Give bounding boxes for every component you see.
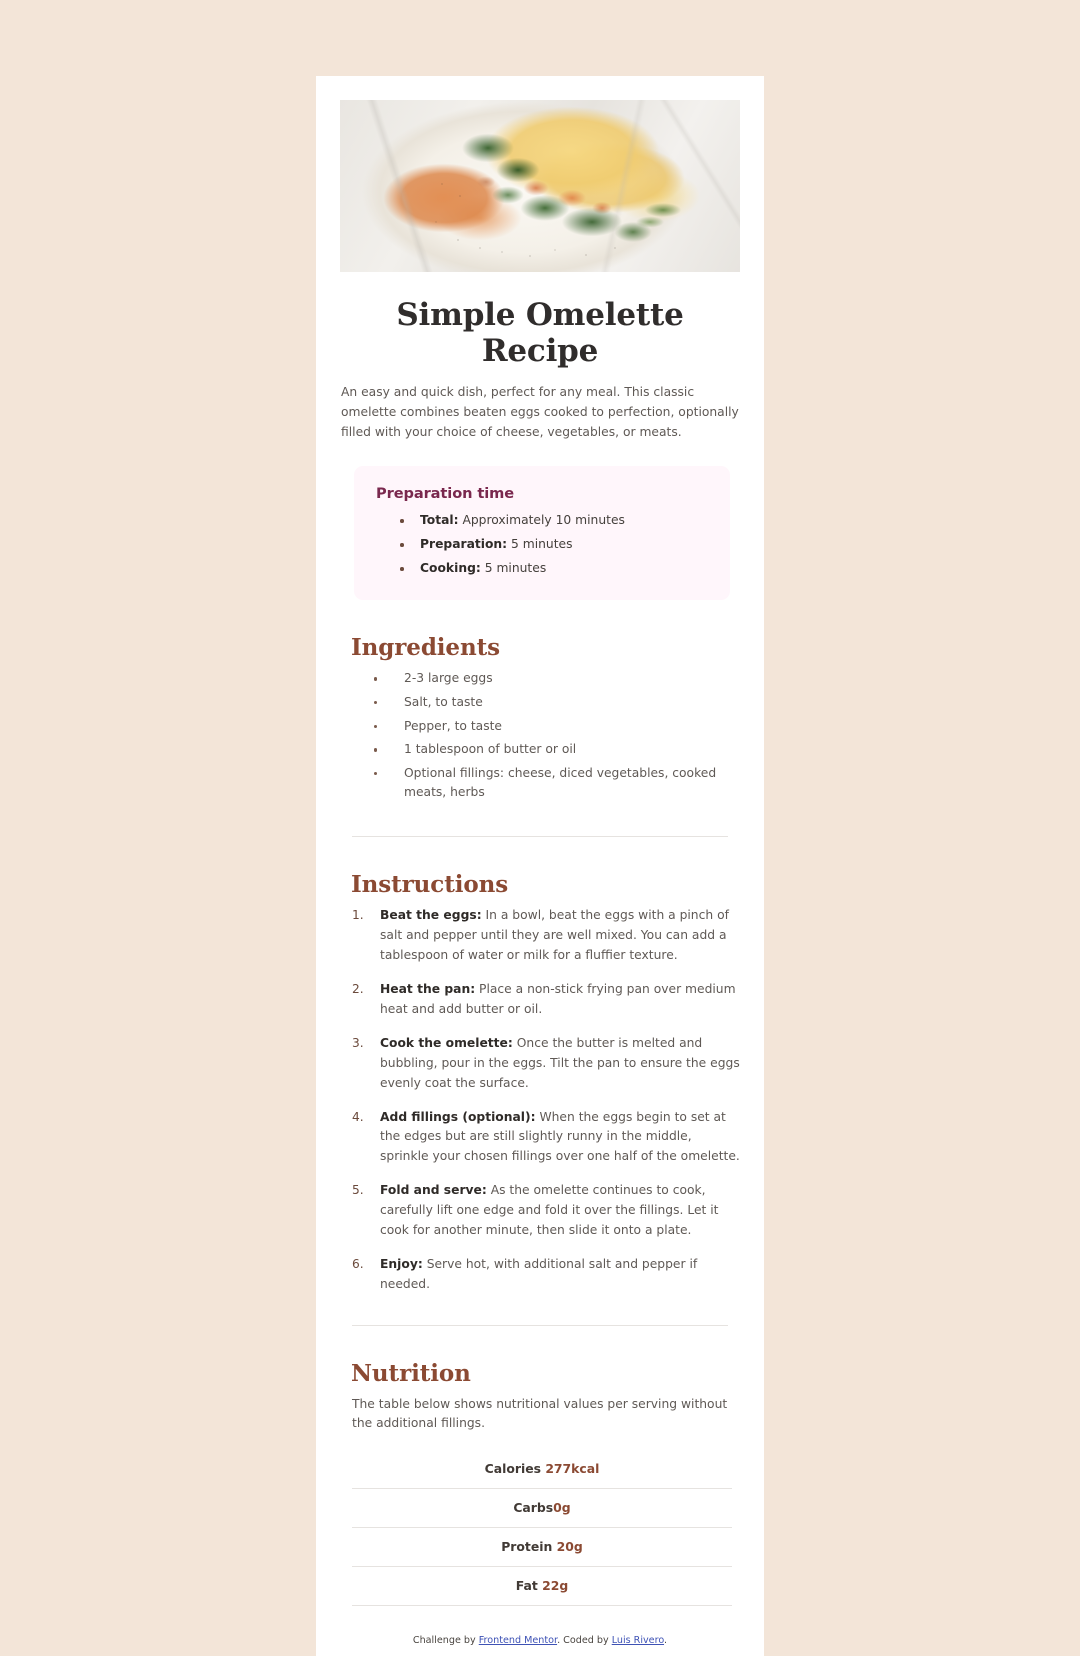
instructions-heading: Instructions <box>351 871 509 899</box>
nutrition-value: 20g <box>556 1539 583 1555</box>
section-divider <box>352 836 728 837</box>
attribution-middle: . Coded by <box>557 1635 612 1647</box>
ingredients-list <box>340 669 740 801</box>
list-item: Salt, to taste <box>352 693 740 712</box>
recipe-hero-image <box>340 100 740 272</box>
preparation-time-list <box>376 511 708 578</box>
nutrition-value: 22g <box>542 1578 569 1594</box>
prep-item-value: Approximately 10 minutes <box>462 513 625 527</box>
list-item <box>398 535 708 554</box>
preparation-time-panel <box>354 466 730 600</box>
nutrition-cell <box>352 1528 732 1567</box>
table-row <box>352 1489 732 1528</box>
preparation-time-heading: Preparation time <box>376 485 515 502</box>
nutrition-section <box>340 1360 740 1606</box>
instructions-list <box>340 906 740 1295</box>
prep-item-value: 5 minutes <box>484 561 547 576</box>
instruction-text: Place a non-stick frying pan over medium heat and add butter or oil. <box>380 981 736 1016</box>
nutrition-table <box>352 1450 732 1606</box>
list-item: Pepper, to taste <box>352 717 740 736</box>
prep-item-value: 5 minutes <box>511 537 573 552</box>
nutrition-value: 0g <box>553 1500 571 1516</box>
instruction-label: Cook the omelette: <box>380 1035 513 1050</box>
frontend-mentor-link[interactable]: Frontend Mentor <box>478 1635 558 1647</box>
attribution-suffix: . <box>664 1635 668 1647</box>
nutrition-label: Carbs <box>513 1500 554 1516</box>
prep-item-label: Preparation: <box>420 537 508 552</box>
list-item <box>398 511 708 530</box>
table-row <box>352 1450 732 1489</box>
nutrition-label: Calories <box>484 1461 541 1477</box>
instruction-text: When the eggs begin to set at the edges but are still slightly runny in the middle, sprinkle your chosen fillings over one half of the omelette. <box>380 1109 740 1164</box>
nutrition-label: Protein <box>501 1539 553 1555</box>
section-divider <box>352 1325 728 1326</box>
nutrition-description: The table below shows nutritional values per serving without the additional fillings. <box>352 1396 728 1431</box>
instruction-text: Once the butter is melted and bubbling, pour in the eggs. Tilt the pan to ensure the eggs evenly coat the surface. <box>380 1035 740 1090</box>
attribution-prefix: Challenge by <box>412 1635 479 1647</box>
list-item <box>352 1255 740 1295</box>
instruction-label: Add fillings (optional): <box>380 1109 536 1124</box>
omelette-photo <box>340 100 740 272</box>
list-item <box>352 906 740 966</box>
nutrition-label: Fat <box>515 1578 538 1594</box>
instruction-text: As the omelette continues to cook, carefully lift one edge and fold it over the fillings. Let it cook for another minute, then slide it onto a plate. <box>380 1183 719 1238</box>
instruction-label: Fold and serve: <box>380 1183 487 1198</box>
instruction-text: In a bowl, beat the eggs with a pinch of salt and pepper until they are well mixed. You can add a tablespoon of water or milk for a fluffier texture. <box>380 908 729 963</box>
nutrition-heading: Nutrition <box>351 1359 471 1387</box>
nutrition-value: 277kcal <box>545 1461 600 1477</box>
list-item <box>352 1034 740 1094</box>
instruction-text: Serve hot, with additional salt and pepper if needed. <box>380 1256 698 1291</box>
prep-item-label: Cooking: <box>420 561 481 576</box>
nutrition-cell <box>352 1450 732 1489</box>
attribution-footer <box>340 1606 740 1655</box>
page-title: Simple Omelette Recipe <box>396 297 684 369</box>
author-link[interactable]: Luis Rivero <box>611 1635 665 1647</box>
nutrition-cell <box>352 1489 732 1528</box>
instruction-label: Heat the pan: <box>380 981 476 996</box>
list-item: 2-3 large eggs <box>352 669 740 688</box>
recipe-card <box>316 76 764 1656</box>
instructions-section <box>340 871 740 1295</box>
recipe-description: An easy and quick dish, perfect for any meal. This classic omelette combines beaten eggs cooked to perfection, optionally filled with your choice of cheese, vegetables, or meats. <box>341 385 739 440</box>
prep-item-label: Total: <box>420 513 459 527</box>
ingredients-heading: Ingredients <box>351 634 500 662</box>
instruction-label: Enjoy: <box>380 1256 423 1271</box>
table-row <box>352 1567 732 1606</box>
table-row <box>352 1528 732 1567</box>
list-item <box>398 559 708 578</box>
list-item <box>352 1181 740 1241</box>
list-item <box>352 1108 740 1168</box>
list-item <box>352 980 740 1020</box>
ingredients-section <box>340 634 740 806</box>
instruction-label: Beat the eggs: <box>380 908 482 923</box>
list-item: 1 tablespoon of butter or oil <box>352 740 740 759</box>
list-item: Optional fillings: cheese, diced vegetables, cooked meats, herbs <box>352 764 740 801</box>
nutrition-cell <box>352 1567 732 1606</box>
